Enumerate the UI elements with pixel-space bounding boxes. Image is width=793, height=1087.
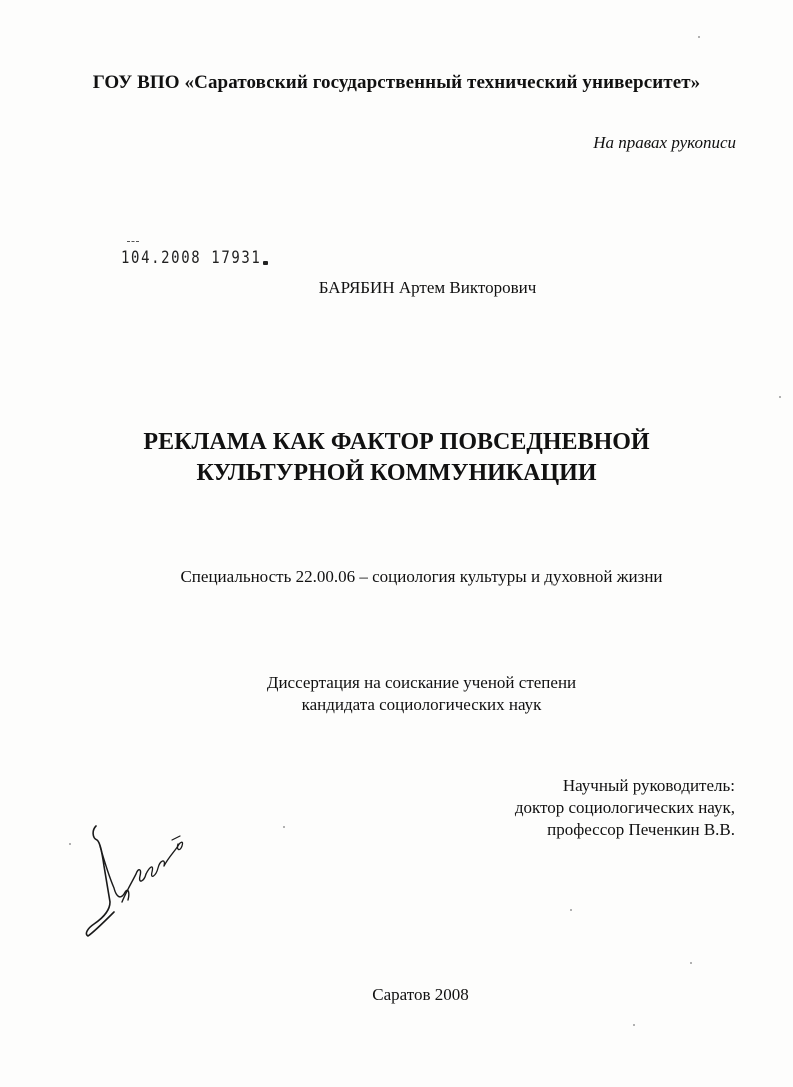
degree-line-2: кандидата социологических наук [301, 695, 542, 714]
stamp-dot [263, 261, 268, 265]
thesis-title [0, 427, 793, 489]
author-name: БАРЯБИН Артем Викторович [318, 278, 537, 297]
rights-note: На правах рукописи [593, 133, 736, 152]
scan-speck [283, 826, 285, 828]
supervisor-block [515, 775, 735, 841]
degree-line-1: Диссертация на соискание ученой степени [266, 673, 577, 692]
stamp-mark [127, 241, 139, 245]
thesis-title-line-2: КУЛЬТУРНОЙ КОММУНИКАЦИИ [196, 460, 597, 486]
scan-speck [69, 843, 71, 845]
handwritten-signature [80, 816, 190, 946]
thesis-title-line-1: РЕКЛАМА КАК ФАКТОР ПОВСЕДНЕВНОЙ [143, 429, 650, 455]
archive-stamp-number: 104.2008 17931 [121, 248, 262, 268]
supervisor-name: профессор Печенкин В.В. [547, 820, 735, 839]
institution-heading: ГОУ ВПО «Саратовский государственный технический университет» [92, 72, 701, 93]
scan-speck [779, 396, 781, 398]
degree-statement [0, 672, 793, 716]
scan-speck [690, 962, 692, 964]
city-year: Саратов 2008 [372, 985, 469, 1004]
scan-speck [633, 1024, 635, 1026]
scan-speck [570, 909, 572, 911]
scan-speck [698, 36, 700, 38]
specialty-line: Специальность 22.00.06 – социология культуры и духовной жизни [180, 567, 663, 586]
supervisor-degree: доктор социологических наук, [514, 798, 735, 817]
supervisor-label: Научный руководитель: [562, 776, 735, 795]
